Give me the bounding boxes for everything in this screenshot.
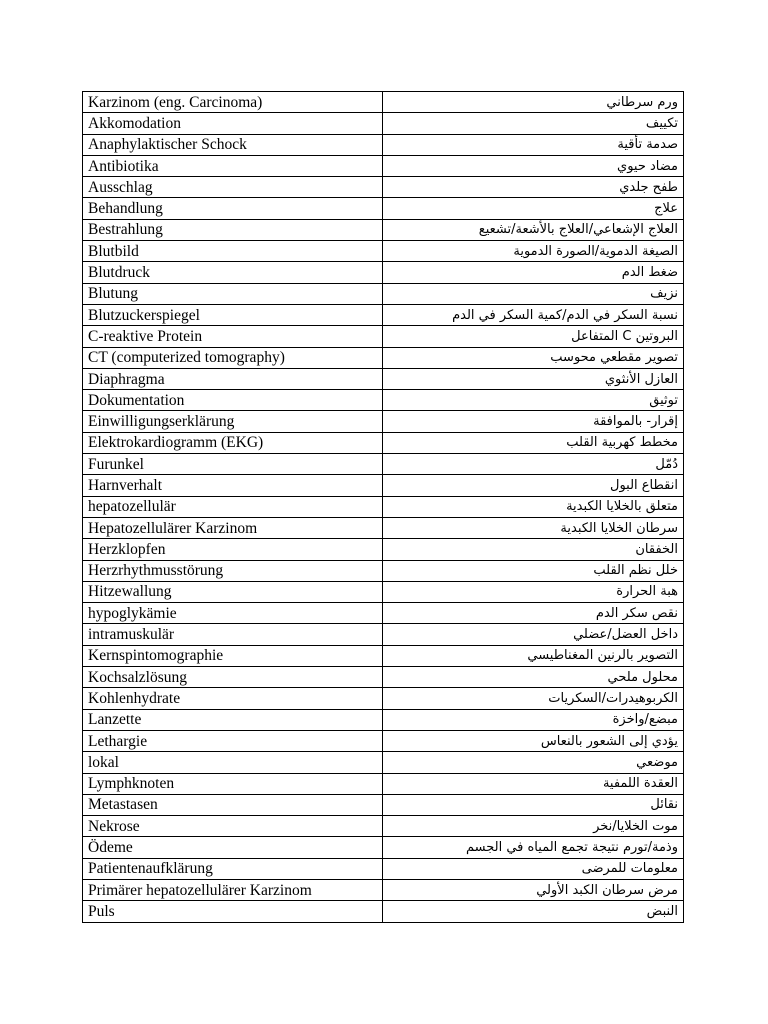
- table-row: [83, 198, 684, 219]
- table-row: [83, 113, 684, 134]
- german-term-cell: Hitzewallung: [83, 581, 383, 602]
- german-term-cell: Herzrhythmusstörung: [83, 560, 383, 581]
- german-term-cell: Anaphylaktischer Schock: [83, 134, 383, 155]
- arabic-translation-cell: مبضع/واخزة: [383, 709, 684, 730]
- arabic-translation-cell: متعلق بالخلايا الكبدية: [383, 496, 684, 517]
- table-row: [83, 326, 684, 347]
- table-row: [83, 496, 684, 517]
- german-term-cell: C-reaktive Protein: [83, 326, 383, 347]
- german-term-cell: Antibiotika: [83, 155, 383, 176]
- german-term-cell: hypoglykämie: [83, 603, 383, 624]
- german-term-cell: Hepatozellulärer Karzinom: [83, 517, 383, 538]
- german-term-cell: Diaphragma: [83, 368, 383, 389]
- arabic-translation-cell: ورم سرطاني: [383, 92, 684, 113]
- table-row: [83, 603, 684, 624]
- german-term-cell: Primärer hepatozellulärer Karzinom: [83, 879, 383, 900]
- table-row: [83, 858, 684, 879]
- arabic-translation-cell: نقص سكر الدم: [383, 603, 684, 624]
- german-term-cell: Bestrahlung: [83, 219, 383, 240]
- german-term-cell: Ausschlag: [83, 177, 383, 198]
- arabic-translation-cell: العلاج الإشعاعي/العلاج بالأشعة/تشعيع: [383, 219, 684, 240]
- table-row: [83, 155, 684, 176]
- german-term-cell: Herzklopfen: [83, 539, 383, 560]
- german-term-cell: CT (computerized tomography): [83, 347, 383, 368]
- arabic-translation-cell: علاج: [383, 198, 684, 219]
- german-term-cell: intramuskulär: [83, 624, 383, 645]
- arabic-translation-cell: هبة الحرارة: [383, 581, 684, 602]
- arabic-translation-cell: محلول ملحي: [383, 667, 684, 688]
- arabic-translation-cell: طفح جلدي: [383, 177, 684, 198]
- arabic-translation-cell: معلومات للمرضى: [383, 858, 684, 879]
- arabic-translation-cell: موت الخلايا/نخر: [383, 816, 684, 837]
- german-term-cell: Nekrose: [83, 816, 383, 837]
- arabic-translation-cell: وذمة/تورم نتيجة تجمع المياه في الجسم: [383, 837, 684, 858]
- arabic-translation-cell: سرطان الخلايا الكبدية: [383, 517, 684, 538]
- arabic-translation-cell: موضعي: [383, 752, 684, 773]
- table-row: [83, 134, 684, 155]
- german-term-cell: Elektrokardiogramm (EKG): [83, 432, 383, 453]
- arabic-translation-cell: مخطط كهربية القلب: [383, 432, 684, 453]
- german-term-cell: hepatozellulär: [83, 496, 383, 517]
- arabic-translation-cell: الخفقان: [383, 539, 684, 560]
- table-row: [83, 368, 684, 389]
- table-row: [83, 560, 684, 581]
- table-row: [83, 667, 684, 688]
- german-term-cell: Blutbild: [83, 241, 383, 262]
- arabic-translation-cell: الكربوهيدرات/السكريات: [383, 688, 684, 709]
- table-row: [83, 794, 684, 815]
- table-row: [83, 624, 684, 645]
- table-row: [83, 241, 684, 262]
- arabic-translation-cell: مضاد حيوي: [383, 155, 684, 176]
- table-row: [83, 688, 684, 709]
- german-term-cell: Blutzuckerspiegel: [83, 304, 383, 325]
- table-row: [83, 539, 684, 560]
- arabic-translation-cell: ضغط الدم: [383, 262, 684, 283]
- table-row: [83, 752, 684, 773]
- table-row: [83, 816, 684, 837]
- german-term-cell: Einwilligungserklärung: [83, 411, 383, 432]
- table-row: [83, 177, 684, 198]
- arabic-translation-cell: النبض: [383, 901, 684, 922]
- german-term-cell: Kernspintomographie: [83, 645, 383, 666]
- table-row: [83, 432, 684, 453]
- table-row: [83, 262, 684, 283]
- glossary-table-body: [83, 92, 684, 923]
- arabic-translation-cell: تكييف: [383, 113, 684, 134]
- german-term-cell: Karzinom (eng. Carcinoma): [83, 92, 383, 113]
- arabic-translation-cell: نقائل: [383, 794, 684, 815]
- arabic-translation-cell: إقرار- بالموافقة: [383, 411, 684, 432]
- table-row: [83, 304, 684, 325]
- german-term-cell: Ödeme: [83, 837, 383, 858]
- table-row: [83, 411, 684, 432]
- table-row: [83, 517, 684, 538]
- german-term-cell: Patientenaufklärung: [83, 858, 383, 879]
- arabic-translation-cell: انقطاع البول: [383, 475, 684, 496]
- german-term-cell: Lethargie: [83, 730, 383, 751]
- arabic-translation-cell: العقدة اللمفية: [383, 773, 684, 794]
- table-row: [83, 283, 684, 304]
- table-row: [83, 879, 684, 900]
- arabic-translation-cell: تصوير مقطعي محوسب: [383, 347, 684, 368]
- arabic-translation-cell: التصوير بالرنين المغناطيسي: [383, 645, 684, 666]
- table-row: [83, 219, 684, 240]
- arabic-translation-cell: نسبة السكر في الدم/كمية السكر في الدم: [383, 304, 684, 325]
- german-term-cell: Puls: [83, 901, 383, 922]
- table-row: [83, 837, 684, 858]
- arabic-translation-cell: البروتين C المتفاعل: [383, 326, 684, 347]
- german-term-cell: Blutdruck: [83, 262, 383, 283]
- german-term-cell: Metastasen: [83, 794, 383, 815]
- arabic-translation-cell: العازل الأنثوي: [383, 368, 684, 389]
- glossary-table: [82, 91, 684, 923]
- arabic-translation-cell: صدمة تأقية: [383, 134, 684, 155]
- arabic-translation-cell: خلل نظم القلب: [383, 560, 684, 581]
- german-term-cell: Behandlung: [83, 198, 383, 219]
- german-term-cell: Harnverhalt: [83, 475, 383, 496]
- arabic-translation-cell: الصيغة الدموية/الصورة الدموية: [383, 241, 684, 262]
- table-row: [83, 390, 684, 411]
- arabic-translation-cell: نزيف: [383, 283, 684, 304]
- table-row: [83, 645, 684, 666]
- german-term-cell: Lanzette: [83, 709, 383, 730]
- table-row: [83, 454, 684, 475]
- table-row: [83, 475, 684, 496]
- table-row: [83, 347, 684, 368]
- german-term-cell: Kohlenhydrate: [83, 688, 383, 709]
- table-row: [83, 730, 684, 751]
- arabic-translation-cell: توثيق: [383, 390, 684, 411]
- arabic-translation-cell: دُمّل: [383, 454, 684, 475]
- table-row: [83, 709, 684, 730]
- arabic-translation-cell: داخل العضل/عضلي: [383, 624, 684, 645]
- arabic-translation-cell: مرض سرطان الكبد الأولي: [383, 879, 684, 900]
- german-term-cell: Dokumentation: [83, 390, 383, 411]
- german-term-cell: Lymphknoten: [83, 773, 383, 794]
- german-term-cell: Akkomodation: [83, 113, 383, 134]
- german-term-cell: Blutung: [83, 283, 383, 304]
- arabic-translation-cell: يؤدي إلى الشعور بالنعاس: [383, 730, 684, 751]
- german-term-cell: Furunkel: [83, 454, 383, 475]
- german-term-cell: Kochsalzlösung: [83, 667, 383, 688]
- table-row: [83, 773, 684, 794]
- table-row: [83, 581, 684, 602]
- table-row: [83, 92, 684, 113]
- table-row: [83, 901, 684, 922]
- german-term-cell: lokal: [83, 752, 383, 773]
